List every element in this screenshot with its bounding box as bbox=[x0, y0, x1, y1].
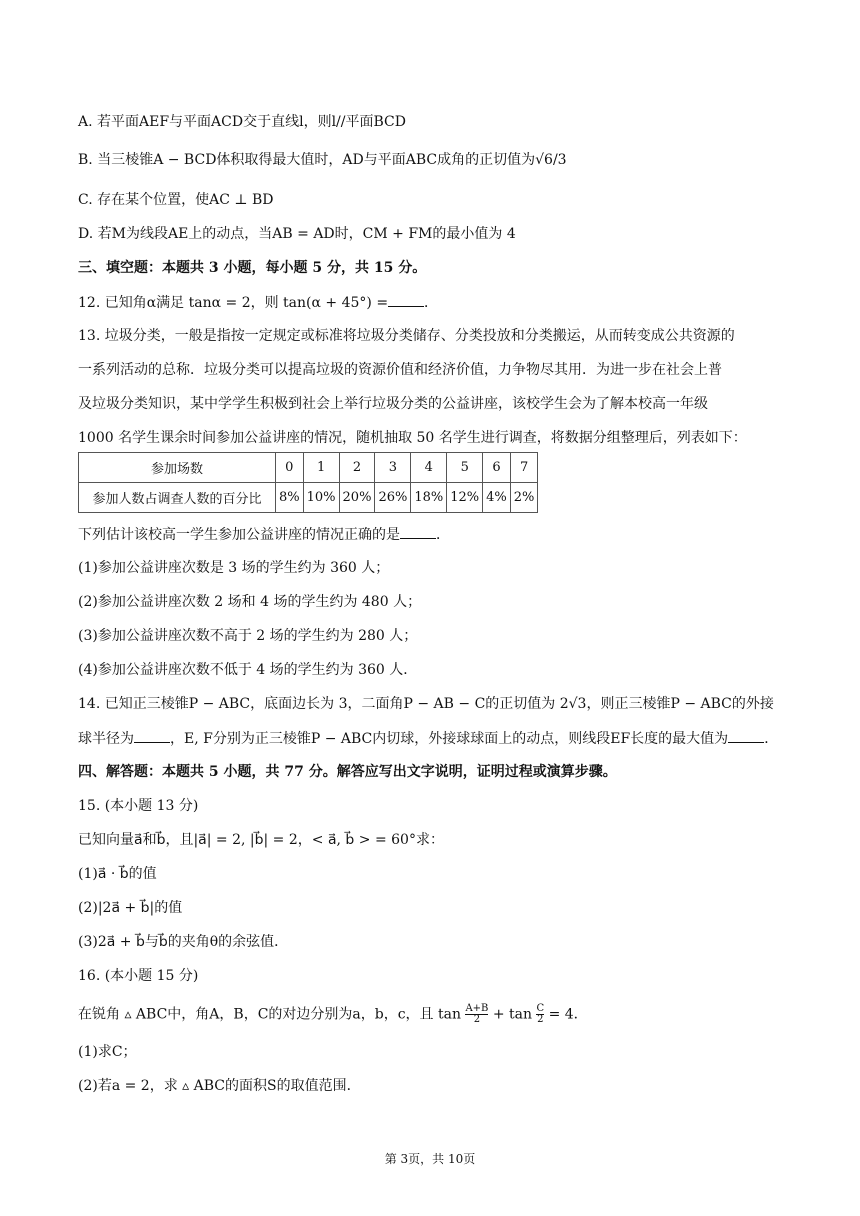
statement-2: (2)参加公益讲座次数 2 场和 4 场的学生约为 480 人； bbox=[78, 594, 422, 610]
fraction: $\frac{C}{2}$ bbox=[536, 1003, 545, 1025]
table-cell: 6 bbox=[483, 453, 511, 483]
answer-blank bbox=[728, 728, 764, 743]
question-15-header: 15. (本小题 13 分) bbox=[78, 798, 199, 814]
question-13-line-2: 一系列活动的总称．垃圾分类可以提高垃圾的资源价值和经济价值，力争物尽其用．为进一步在社会上普 bbox=[78, 362, 722, 378]
question-16-end: = 4． bbox=[544, 1006, 588, 1023]
table-cell: 20% bbox=[339, 483, 375, 513]
question-16-part-1: (1)求C； bbox=[78, 1044, 137, 1060]
table-cell: 7 bbox=[510, 453, 538, 483]
table-row-label: 参加场数 bbox=[79, 453, 276, 483]
table-cell: 10% bbox=[303, 483, 339, 513]
option-b bbox=[78, 150, 800, 170]
answer-blank bbox=[400, 524, 436, 539]
page-footer: 第 3页，共 10页 bbox=[384, 1152, 476, 1166]
table-cell: 8% bbox=[276, 483, 304, 513]
question-15-text: 已知向量a⃗和b⃗，且|a⃗| = 2, |b⃗| = 2，< a⃗, b⃗ > = 60°求： bbox=[78, 832, 444, 848]
question-14-period: ． bbox=[764, 731, 779, 747]
question-12 bbox=[78, 292, 800, 313]
table-cell: 2% bbox=[510, 483, 538, 513]
table-cell: 26% bbox=[375, 483, 411, 513]
option-d: D. 若M为线段AE上的动点，当AB = AD时，CM + FM的最小值为 4 bbox=[78, 226, 516, 242]
table-cell: 5 bbox=[447, 453, 483, 483]
question-14-text-a: 球半径为 bbox=[78, 731, 134, 747]
question-13-prompt bbox=[78, 524, 800, 545]
section-4-heading: 四、解答题：本题共 5 小题，共 77 分。解答应写出文字说明，证明过程或演算步骤。 bbox=[78, 764, 617, 780]
table-cell: 2 bbox=[339, 453, 375, 483]
question-12-text: 12. 已知角α满足 tanα = 2，则 tan(α + 45°) = bbox=[78, 295, 389, 311]
question-16-text bbox=[78, 1004, 800, 1025]
question-16-header: 16. (本小题 15 分) bbox=[78, 968, 199, 984]
fraction: $\frac{A+B}{2}$ bbox=[465, 1003, 489, 1025]
table-cell: 4 bbox=[411, 453, 447, 483]
statement-3: (3)参加公益讲座次数不高于 2 场的学生约为 280 人； bbox=[78, 628, 418, 644]
answer-blank bbox=[388, 292, 424, 307]
table-row-label: 参加人数占调查人数的百分比 bbox=[79, 483, 276, 513]
option-a: A. 若平面AEF与平面ACD交于直线l，则l//平面BCD bbox=[78, 114, 406, 130]
statement-4: (4)参加公益讲座次数不低于 4 场的学生约为 360 人． bbox=[78, 662, 418, 678]
question-13-period: ． bbox=[436, 527, 450, 543]
question-13-prompt-text: 下列估计该校高一学生参加公益讲座的情况正确的是 bbox=[78, 527, 400, 543]
option-b-text: B. 当三棱锥A − BCD体积取得最大值时，AD与平面ABC成角的正切值为√6/3 bbox=[78, 152, 567, 168]
table-row bbox=[79, 483, 538, 513]
question-13-line-3: 及垃圾分类知识，某中学学生积极到社会上举行垃圾分类的公益讲座，该校学生会为了解本校高一年级 bbox=[78, 396, 708, 412]
statement-1: (1)参加公益讲座次数是 3 场的学生约为 360 人； bbox=[78, 560, 390, 576]
table-cell: 3 bbox=[375, 453, 411, 483]
question-14-line-2 bbox=[78, 728, 800, 749]
table-cell: 1 bbox=[303, 453, 339, 483]
table-cell: 12% bbox=[447, 483, 483, 513]
question-15-part-3: (3)2a⃗ + b⃗与b⃗的夹角θ的余弦值． bbox=[78, 934, 289, 950]
question-15-part-2: (2)|2a⃗ + b⃗|的值 bbox=[78, 900, 183, 916]
question-13-line-1: 13. 垃圾分类，一般是指按一定规定或标准将垃圾分类储存、分类投放和分类搬运，从而转变成公共资源的 bbox=[78, 328, 735, 344]
question-16-part-2: (2)若a = 2，求 ▵ ABC的面积S的取值范围． bbox=[78, 1078, 361, 1094]
table-cell: 0 bbox=[276, 453, 304, 483]
table-cell: 4% bbox=[483, 483, 511, 513]
survey-table bbox=[78, 452, 538, 513]
question-16-mid: + tan bbox=[488, 1006, 533, 1023]
question-16-text-a: 在锐角 ▵ ABC中，角A，B，C的对边分别为a，b，c，且 tan bbox=[78, 1006, 461, 1023]
answer-blank bbox=[134, 728, 170, 743]
section-3-heading: 三、填空题：本题共 3 小题，每小题 5 分，共 15 分。 bbox=[78, 260, 427, 276]
question-12-period: ． bbox=[424, 295, 439, 311]
table-row bbox=[79, 453, 538, 483]
question-15-part-1: (1)a⃗ · b⃗的值 bbox=[78, 866, 157, 882]
question-14-line-1: 14. 已知正三棱锥P − ABC，底面边长为 3，二面角P − AB − C的正切值为 2√3，则正三棱锥P − ABC的外接 bbox=[78, 696, 774, 712]
question-14-text-b: ，E, F分别为正三棱锥P − ABC内切球，外接球球面上的动点，则线段EF长度的最大值为 bbox=[170, 731, 729, 747]
option-c: C. 存在某个位置，使AC ⊥ BD bbox=[78, 192, 274, 208]
table-cell: 18% bbox=[411, 483, 447, 513]
question-13-line-4: 1000 名学生课余时间参加公益讲座的情况，随机抽取 50 名学生进行调查，将数据分组整理后，列表如下： bbox=[78, 430, 747, 446]
